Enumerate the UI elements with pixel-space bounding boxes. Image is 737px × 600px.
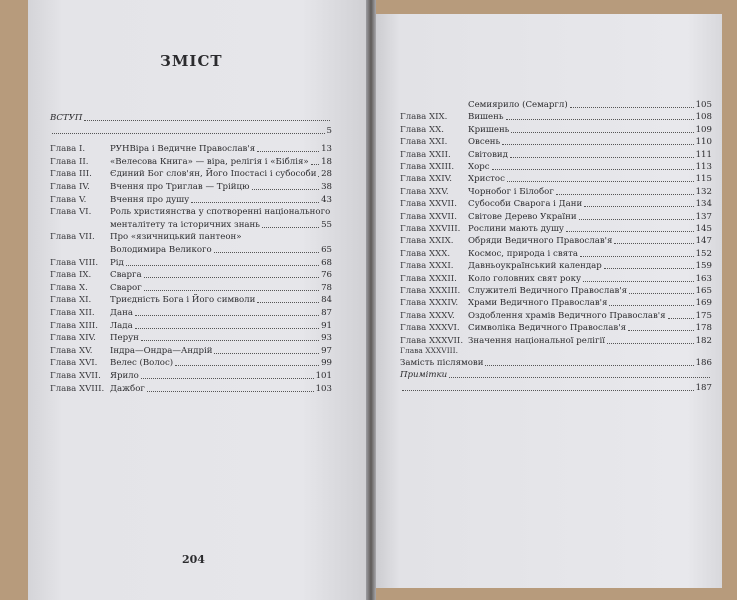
toc-entry [400, 261, 712, 272]
dot-leader [607, 336, 694, 344]
toc-entry [50, 157, 332, 168]
dot-leader [144, 270, 319, 278]
toc-entry [400, 249, 712, 260]
entry-title: Роль християнства у спотворенні національного [110, 207, 331, 218]
chapter-label: Глава XXXVI. [400, 323, 460, 334]
page-number: 204 [182, 553, 205, 566]
toc-entry [50, 182, 332, 193]
entry-title: Оздоблення храмів Ведичного Православ'я [468, 310, 666, 321]
dot-leader [214, 245, 319, 253]
page-number-ref: 101 [315, 371, 332, 381]
toc-entry [50, 258, 332, 269]
toc-entry [50, 144, 332, 155]
dot-leader [135, 308, 319, 316]
page-number-ref: 38 [321, 182, 332, 192]
dot-leader [580, 249, 694, 257]
toc-entry [400, 112, 712, 123]
page-number-ref: 84 [321, 295, 332, 306]
dot-leader [214, 346, 319, 354]
page-number-ref: 159 [695, 261, 712, 272]
entry-title: Дана [110, 308, 133, 318]
entry-title: Володимира Великого [110, 245, 212, 255]
chapter-label: Глава VII. [50, 232, 95, 243]
entry-title: Чорнобог і Білобог [468, 186, 554, 197]
entry-title: Космос, природа і свята [468, 248, 578, 259]
dot-leader [614, 236, 693, 244]
dot-leader [135, 321, 319, 329]
chapter-label: Глава VIII. [50, 257, 99, 268]
entry-title: Символіка Ведичного Православ'я [468, 323, 626, 334]
entry-title: Єдиний Бог слов'ян, Його Іпостасі і субособи [110, 169, 317, 180]
page-number-ref: 111 [695, 149, 712, 160]
chapter-label: Глава XIX. [400, 112, 448, 123]
chapter-label: Глава IX. [50, 270, 92, 281]
page-number-ref: 145 [695, 224, 712, 234]
entry-title: ВСТУП [50, 113, 83, 123]
toc-entry [400, 125, 712, 136]
toc-entry [400, 137, 712, 148]
dot-leader [318, 169, 319, 177]
entry-title: менталітету та історичних знань [110, 219, 260, 230]
dot-leader [668, 311, 694, 319]
toc-entry [400, 311, 712, 322]
dot-leader [629, 286, 694, 294]
page-number-ref: 152 [695, 248, 712, 259]
page-number-ref: 13 [321, 144, 332, 155]
toc-entry [50, 195, 332, 206]
page-number-ref: 105 [695, 100, 712, 110]
entry-title: Світове Дерево України [468, 211, 577, 222]
page-number-ref: 175 [695, 310, 712, 321]
toc-entry [50, 358, 332, 369]
page-number-ref: 165 [695, 286, 712, 296]
chapter-label: Глава XXXIII. [400, 286, 461, 296]
dot-leader [604, 261, 694, 269]
page-number-ref: 109 [695, 124, 712, 135]
chapter-label [400, 100, 468, 111]
chapter-label: Глава XXXV. [400, 310, 455, 321]
chapter-label: Глава XXXI. [400, 261, 454, 272]
entry-title: Хорс [468, 162, 490, 172]
dot-leader [510, 150, 694, 158]
chapter-label: Глава XXII. [400, 149, 451, 160]
page-number-ref: 43 [321, 194, 332, 205]
toc-entry [50, 207, 332, 218]
dot-leader [492, 162, 694, 170]
page-number-ref: 93 [321, 333, 332, 344]
page-number-ref: 132 [695, 186, 712, 197]
toc-entry [400, 212, 712, 223]
entry-title: Обряди Ведичного Православ'я [468, 236, 613, 247]
page-number-ref: 97 [321, 345, 332, 356]
entry-title: Значення національної релігії [468, 335, 606, 346]
page-number-ref: 182 [695, 335, 712, 346]
chapter-label: Глава XVII. [50, 371, 101, 381]
chapter-label: Глава XXX. [400, 248, 451, 259]
chapter-label: Глава XXXII. [400, 273, 457, 284]
dot-leader [175, 358, 319, 366]
dot-leader [502, 137, 693, 145]
chapter-label: Глава XXVII. [400, 211, 457, 222]
toc-entry [50, 270, 332, 281]
dot-leader [257, 295, 319, 303]
toc-entry [400, 199, 712, 210]
chapter-label: Глава XXI. [400, 137, 448, 148]
toc-entry [400, 323, 712, 334]
chapter-label: Глава XXV. [400, 186, 449, 197]
chapter-label: Глава XXIV. [400, 174, 453, 185]
chapter-label: Глава XXXVIII. [400, 345, 458, 355]
dot-leader [311, 157, 319, 165]
chapter-label: Глава XXVII. [400, 199, 457, 210]
dot-leader [147, 384, 314, 392]
page-title: ЗМІСТ [160, 52, 223, 70]
entry-title: Семиярило (Семаргл) [468, 100, 568, 110]
dot-leader [511, 125, 693, 133]
dot-leader [84, 113, 330, 121]
entry-title: Христос [468, 174, 505, 185]
page-number-ref: 99 [321, 358, 332, 369]
dot-leader [126, 258, 319, 266]
page-number-ref: 186 [695, 358, 712, 368]
chapter-label: Глава VI. [50, 207, 92, 218]
chapter-label: Глава XI. [50, 295, 92, 306]
toc-entry [50, 346, 332, 357]
dot-leader [609, 298, 693, 306]
toc-entry [50, 295, 332, 306]
page-number-ref: 137 [695, 211, 712, 222]
page-number-ref: 91 [321, 320, 332, 331]
chapter-label: Глава II. [50, 156, 89, 167]
dot-leader [566, 224, 694, 232]
toc-entry [50, 283, 332, 294]
dot-leader [628, 323, 694, 331]
dot-leader [449, 370, 710, 378]
entry-title: Триєдність Бога і Його символи [110, 295, 256, 306]
dot-leader [556, 187, 694, 195]
entry-title: Лада [110, 320, 133, 331]
page-number-ref: 169 [695, 298, 712, 309]
entry-title: Храми Ведичного Православ'я [468, 298, 608, 309]
dot-leader [507, 174, 694, 182]
page-number-ref: 18 [321, 156, 332, 167]
dot-leader [402, 383, 694, 391]
entry-title: РУНВіра і Ведичне Православ'я [110, 144, 256, 155]
page-number-ref: 76 [321, 270, 332, 281]
dot-leader [570, 100, 694, 108]
page-number-ref: 87 [321, 308, 332, 318]
entry-title: Перун [110, 333, 139, 344]
dot-leader [584, 199, 693, 207]
chapter-label [50, 245, 110, 256]
entry-title: Світовид [468, 149, 508, 160]
toc-entry [400, 174, 712, 185]
entry-title: Субособи Сварога і Дани [468, 199, 583, 210]
chapter-label: Глава V. [50, 194, 87, 205]
page-number-ref: 163 [695, 273, 712, 284]
entry-title: Дажбог [110, 383, 145, 394]
entry-title: Вчення про душу [110, 194, 190, 205]
chapter-label: Глава XIII. [50, 320, 98, 331]
entry-title: Рід [110, 257, 124, 268]
chapter-label: Глава I. [50, 144, 86, 155]
toc-entry [400, 162, 712, 173]
entry-title: Рослини мають душу [468, 224, 564, 234]
chapter-label: Глава XII. [50, 308, 95, 318]
toc-entry [400, 298, 712, 309]
chapter-label [50, 220, 110, 231]
page-number-ref: 65 [321, 245, 332, 255]
dot-leader [262, 220, 319, 228]
chapter-label: Глава XV. [50, 345, 93, 356]
page-number-ref: 5 [326, 125, 332, 136]
toc-entry [400, 236, 712, 247]
toc-entry [400, 150, 712, 161]
page-number-ref: 113 [695, 162, 712, 172]
entry-title: «Велесова Книга» — віра, релігія і «Біблія» [110, 156, 309, 167]
dot-leader [141, 333, 319, 341]
page-number-ref: 103 [315, 383, 332, 394]
toc-entry [50, 169, 332, 180]
chapter-label: Глава XXIII. [400, 162, 455, 172]
entry-title: Замість післямови [400, 358, 484, 368]
page-number-ref: 110 [695, 137, 712, 148]
entry-title: Сварог [110, 282, 142, 293]
entry-title: Служителі Ведичного Православ'я [468, 286, 628, 296]
dot-leader [506, 112, 694, 120]
chapter-label: Глава XXXVII. [400, 335, 464, 346]
dot-leader [583, 274, 694, 282]
entry-title: Велес (Волос) [110, 358, 174, 369]
page-number-ref: 108 [695, 112, 712, 123]
toc-entry [50, 333, 332, 344]
entry-title: Сварга [110, 270, 142, 281]
toc-entry [400, 187, 712, 198]
dot-leader [257, 144, 319, 152]
entry-title: Вишень [468, 112, 504, 123]
toc-entry [400, 100, 712, 111]
chapter-label: Глава XXVIII. [400, 224, 461, 234]
toc-entry [400, 358, 712, 369]
entry-title: Індра—Ондра—Андрій [110, 345, 213, 356]
chapter-label: Глава XX. [400, 124, 444, 135]
toc-entry [400, 345, 712, 356]
entry-title: Коло головних свят року [468, 273, 582, 284]
entry-title: Вчення про Триглав — Трійцю [110, 182, 250, 192]
toc-entry [50, 308, 332, 319]
dot-leader [485, 358, 693, 366]
chapter-label: Глава XIV. [50, 333, 96, 344]
page-number-ref: 187 [695, 382, 712, 393]
dot-leader [52, 126, 325, 134]
page-number-ref: 68 [321, 257, 332, 268]
chapter-label: Глава XVIII. [50, 383, 105, 394]
entry-title: Давньоукраїнський календар [468, 261, 602, 272]
toc-entry [50, 384, 332, 395]
toc-entry [50, 371, 332, 382]
toc-entry [50, 232, 332, 243]
dot-leader [252, 182, 320, 190]
chapter-label: Глава III. [50, 169, 92, 180]
page-number-ref: 134 [695, 199, 712, 210]
toc-entry [400, 383, 712, 394]
toc-entry [50, 126, 332, 137]
toc-entry [50, 220, 332, 231]
toc-entry [50, 113, 332, 124]
entry-title: Овсень [468, 137, 501, 148]
dot-leader [579, 212, 694, 220]
chapter-label: Глава XXIX. [400, 236, 454, 247]
chapter-label: Глава XXXIV. [400, 298, 459, 309]
toc-entry [400, 274, 712, 285]
page-number-ref: 147 [695, 236, 712, 247]
entry-title: Про «язичницький пантеон» [110, 232, 242, 243]
toc-entry [50, 245, 332, 256]
dot-leader [144, 283, 319, 291]
entry-title: Кришень [468, 124, 510, 135]
dot-leader [141, 371, 314, 379]
chapter-label: Глава XVI. [50, 358, 98, 369]
toc-entry [50, 321, 332, 332]
page-number-ref: 78 [321, 282, 332, 293]
page-number-ref: 178 [695, 323, 712, 334]
chapter-label: Глава X. [50, 282, 88, 293]
toc-entry [400, 224, 712, 235]
entry-title: Примітки [400, 370, 448, 381]
page-number-ref: 55 [321, 219, 332, 230]
toc-entry [400, 286, 712, 297]
book-gutter [366, 0, 376, 600]
toc-entry [400, 370, 712, 381]
entry-title: Ярило [110, 371, 139, 381]
page-number-ref: 28 [321, 169, 332, 180]
page-number-ref: 115 [695, 174, 712, 185]
dot-leader [191, 195, 319, 203]
chapter-label: Глава IV. [50, 182, 90, 192]
